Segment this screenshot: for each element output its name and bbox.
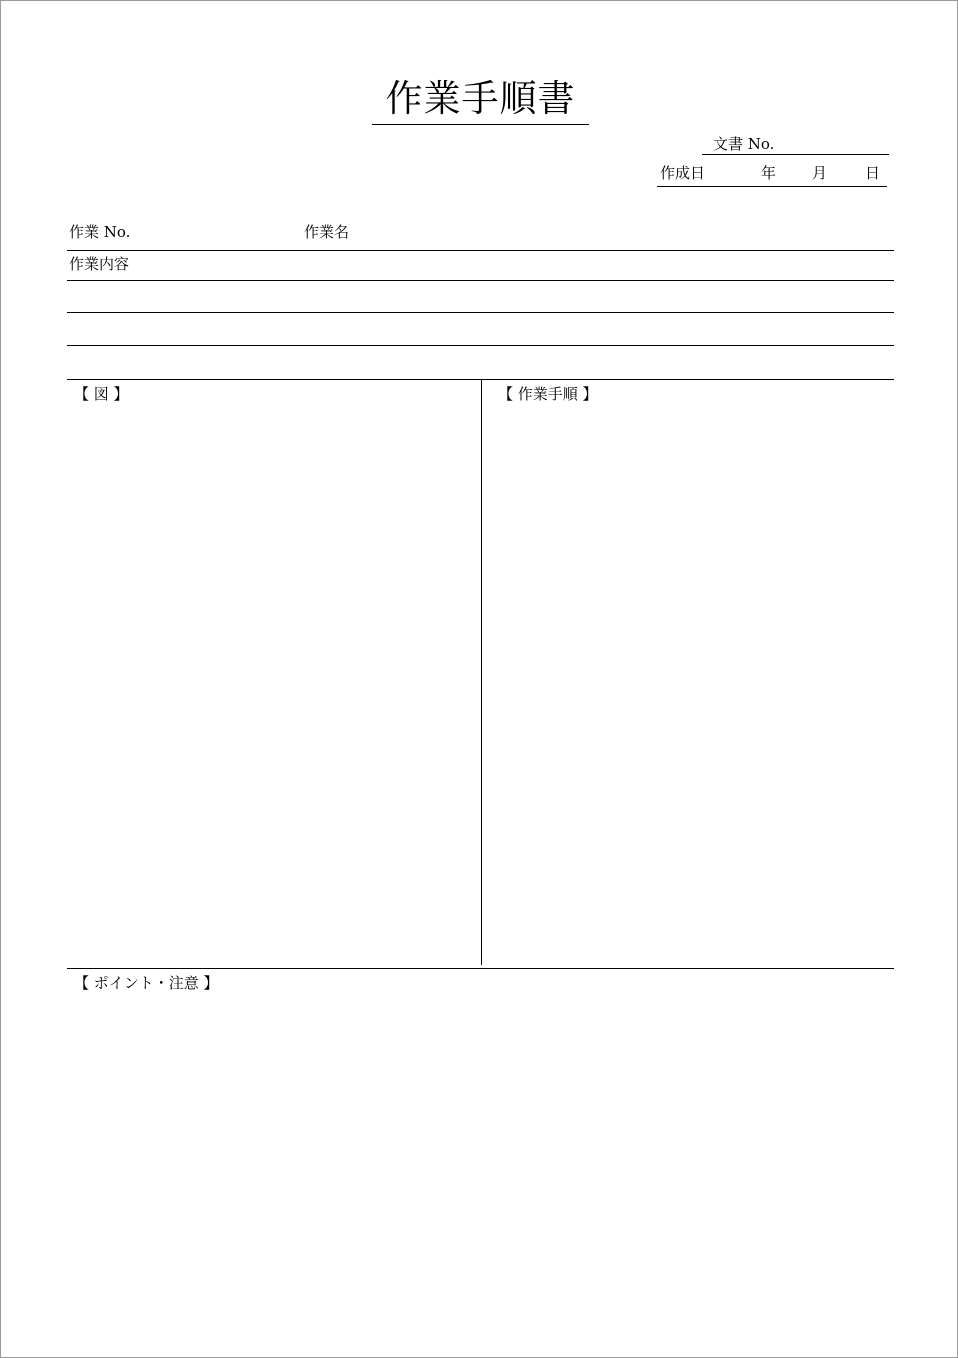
month-label: 月 (812, 164, 828, 182)
work-content-line-2[interactable] (67, 312, 894, 313)
page-title: 作業手順書 (385, 77, 576, 120)
day-label: 日 (865, 164, 881, 182)
points-area[interactable] (68, 996, 892, 1316)
created-date-label: 作成日 (660, 164, 706, 182)
year-label: 年 (761, 164, 777, 182)
column-divider (481, 379, 482, 965)
work-name-label: 作業名 (304, 223, 350, 241)
procedure-area[interactable] (485, 405, 891, 961)
title-underline (372, 124, 589, 125)
work-no-label: 作業 No. (69, 223, 131, 241)
doc-no-field[interactable] (702, 154, 889, 155)
created-date-field[interactable] (657, 186, 887, 187)
work-info-line[interactable] (67, 250, 894, 251)
points-section-top-line (67, 968, 894, 969)
work-content-line-3[interactable] (67, 345, 894, 346)
figure-area[interactable] (68, 405, 478, 961)
doc-no-label: 文書 No. (713, 135, 775, 153)
procedure-section-header: 【 作業手順 】 (498, 385, 598, 403)
figure-section-header: 【 図 】 (74, 385, 129, 403)
points-section-header: 【 ポイント・注意 】 (74, 974, 219, 992)
work-content-line-1[interactable] (67, 280, 894, 281)
work-content-label: 作業内容 (69, 255, 130, 273)
